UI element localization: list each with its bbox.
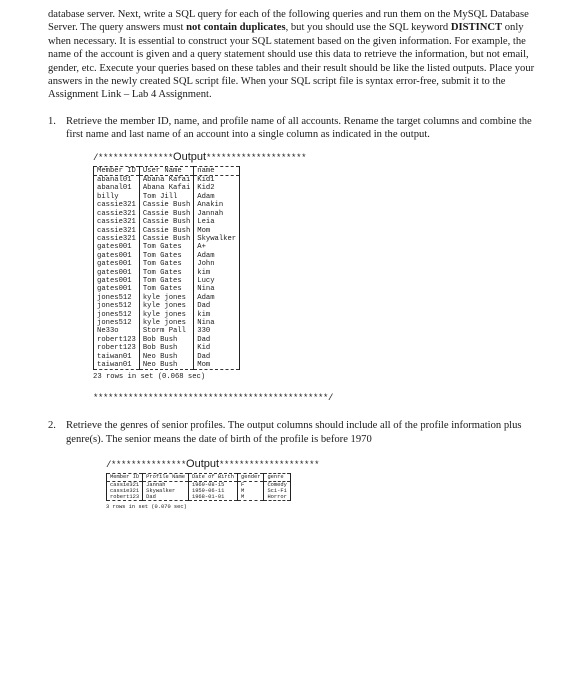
- table-row: [94, 210, 240, 218]
- table-cell: M: [238, 494, 264, 501]
- intro-text-2: , but you should use the SQL keyword: [285, 22, 451, 34]
- table-cell: Adam: [194, 193, 240, 201]
- table-cell: kim: [194, 311, 240, 319]
- table-cell: Dad: [143, 494, 189, 501]
- table-cell: 330: [194, 327, 240, 335]
- table-cell: cassie321: [94, 218, 140, 226]
- output-end-banner-1: ***********************************************/: [93, 393, 334, 404]
- output-banner-1: [93, 151, 538, 163]
- table-row: [94, 176, 240, 185]
- table-cell: Kid2: [194, 184, 240, 192]
- table-cell: Bob Bush: [139, 344, 193, 352]
- table-cell: Cassie Bush: [139, 235, 193, 243]
- result-table-1: [93, 166, 240, 371]
- table-cell: taiwan01: [94, 353, 140, 361]
- column-header: Member ID: [107, 474, 143, 481]
- table-cell: Ne33o: [94, 327, 140, 335]
- question-1: [48, 115, 538, 142]
- output-block-2: [106, 458, 538, 510]
- table-row: [94, 193, 240, 201]
- result-table-2: [106, 473, 291, 501]
- table-row: [94, 227, 240, 235]
- table-cell: Cassie Bush: [139, 218, 193, 226]
- banner-word: Output: [173, 150, 207, 163]
- table-cell: Cassie Bush: [139, 210, 193, 218]
- table-cell: taiwan01: [94, 361, 140, 370]
- intro-bold-1: not contain duplicates: [186, 22, 286, 34]
- table-cell: Comedy: [264, 481, 290, 488]
- table-cell: Nina: [194, 285, 240, 293]
- table-row: [94, 243, 240, 251]
- output-banner-2: [106, 458, 538, 470]
- table-cell: Kid1: [194, 176, 240, 185]
- table-header: [107, 474, 291, 481]
- table-row: [94, 327, 240, 335]
- column-header: Member ID: [94, 166, 140, 175]
- table-row: [107, 481, 291, 488]
- table-cell: abanal01: [94, 176, 140, 185]
- table-cell: Skywalker: [194, 235, 240, 243]
- question-1-number: 1.: [48, 115, 56, 127]
- table-cell: gates001: [94, 260, 140, 268]
- table-cell: Tom Gates: [139, 252, 193, 260]
- table-row: [94, 361, 240, 370]
- table-cell: kyle jones: [139, 294, 193, 302]
- table-row: [94, 294, 240, 302]
- table-cell: Skywalker: [143, 488, 189, 494]
- table-cell: Adam: [194, 252, 240, 260]
- question-2-number: 2.: [48, 420, 56, 432]
- table-cell: Tom Gates: [139, 277, 193, 285]
- question-2: [48, 419, 538, 446]
- table-cell: F: [238, 481, 264, 488]
- table-row: [94, 184, 240, 192]
- table-cell: Mom: [194, 227, 240, 235]
- document-page: [48, 8, 538, 510]
- question-2-text: Retrieve the genres of senior profiles. The output columns should include all of the profile information plus genre(s). The senior means the date of birth of the profile is before 1970: [66, 420, 522, 445]
- table-cell: cassie321: [94, 235, 140, 243]
- table-cell: Dad: [194, 336, 240, 344]
- table-cell: cassie321: [107, 488, 143, 494]
- table-cell: jones512: [94, 311, 140, 319]
- table-cell: jones512: [94, 302, 140, 310]
- table-cell: M: [238, 488, 264, 494]
- table-cell: Tom Gates: [139, 260, 193, 268]
- table-cell: 1968-01-01: [188, 494, 237, 501]
- column-header: name: [194, 166, 240, 175]
- table-cell: robert123: [94, 344, 140, 352]
- table-cell: Jannah: [194, 210, 240, 218]
- table-cell: Leia: [194, 218, 240, 226]
- rows-in-set-2: 3 rows in set (0.070 sec): [106, 504, 187, 511]
- table-row: [94, 319, 240, 327]
- table-cell: billy: [94, 193, 140, 201]
- table-cell: Tom Gates: [139, 243, 193, 251]
- table-row: [94, 344, 240, 352]
- table-cell: Neo Bush: [139, 353, 193, 361]
- banner-right: ********************: [219, 460, 320, 471]
- intro-bold-2: DISTINCT: [450, 22, 503, 34]
- table-header: [94, 166, 240, 175]
- table-row: [94, 269, 240, 277]
- table-cell: Lucy: [194, 277, 240, 285]
- table-row: [107, 494, 291, 501]
- table-cell: Tom Gates: [139, 269, 193, 277]
- table-cell: 1969-08-15: [188, 481, 237, 488]
- table-row: [94, 252, 240, 260]
- table-cell: Dad: [194, 302, 240, 310]
- table-cell: Tom Gates: [139, 285, 193, 293]
- banner-left: /***************: [93, 152, 174, 163]
- table-cell: jones512: [94, 319, 140, 327]
- intro-text-1: database server. Next, write a SQL query for each of the following queries and run them on the MySQL Database Server. The query answers must: [48, 9, 529, 34]
- intro-text-3: only when necessary. It is essential to construct your SQL statement based on the given information. For example, the name of the account is given and a query statement should use this data to retrieve the information, but not email, gender, etc. Execute your queries based on these tables and their result should be like the listed outputs. Place your answers in the newly created SQL script file. When your SQL script file is syntax error-free, submit it to the Assignment Link – Lab 4 Assignment.: [48, 22, 535, 101]
- table-row: [94, 336, 240, 344]
- table-cell: kim: [194, 269, 240, 277]
- table-cell: kyle jones: [139, 311, 193, 319]
- table-cell: jones512: [94, 294, 140, 302]
- table-cell: Adam: [194, 294, 240, 302]
- table-cell: robert123: [107, 494, 143, 501]
- table-cell: Jannah: [143, 481, 189, 488]
- table-row: [94, 201, 240, 209]
- table-cell: Neo Bush: [139, 361, 193, 370]
- table-row: [94, 235, 240, 243]
- table-cell: cassie321: [107, 481, 143, 488]
- intro-paragraph: [48, 8, 538, 102]
- table-cell: Sci-Fi: [264, 488, 290, 494]
- table-cell: robert123: [94, 336, 140, 344]
- table-cell: Abana Kafai: [139, 176, 193, 185]
- table-cell: gates001: [94, 243, 140, 251]
- table-cell: Cassie Bush: [139, 227, 193, 235]
- table-cell: 1959-06-11: [188, 488, 237, 494]
- table-cell: Mom: [194, 361, 240, 370]
- table-cell: cassie321: [94, 227, 140, 235]
- banner-right: ********************: [206, 152, 307, 163]
- column-header: Profile Name: [143, 474, 189, 481]
- table-cell: gates001: [94, 252, 140, 260]
- table-row: [94, 277, 240, 285]
- column-header: Date of Birth: [188, 474, 237, 481]
- table-cell: Anakin: [194, 201, 240, 209]
- column-header: genre: [264, 474, 290, 481]
- table-row: [94, 260, 240, 268]
- table-cell: Kid: [194, 344, 240, 352]
- table-cell: Bob Bush: [139, 336, 193, 344]
- table-row: [94, 302, 240, 310]
- table-cell: Horror: [264, 494, 290, 501]
- table-cell: A+: [194, 243, 240, 251]
- table-cell: gates001: [94, 285, 140, 293]
- table-cell: Abana Kafai: [139, 184, 193, 192]
- table-cell: kyle jones: [139, 319, 193, 327]
- output-block-1: [93, 151, 538, 404]
- table-cell: John: [194, 260, 240, 268]
- table-cell: abanal01: [94, 184, 140, 192]
- table-cell: kyle jones: [139, 302, 193, 310]
- banner-left: /***************: [106, 460, 187, 471]
- table-cell: Nina: [194, 319, 240, 327]
- banner-word: Output: [186, 458, 220, 471]
- table-row: [94, 353, 240, 361]
- table-cell: Dad: [194, 353, 240, 361]
- table-cell: gates001: [94, 277, 140, 285]
- table-cell: cassie321: [94, 201, 140, 209]
- table-row: [94, 311, 240, 319]
- table-cell: Storm Pall: [139, 327, 193, 335]
- rows-in-set-1: 23 rows in set (0.068 sec): [93, 373, 206, 382]
- question-1-text: Retrieve the member ID, name, and profile name of all accounts. Rename the target columns and combine the first name and last name of an account into a single column as indicated in the output.: [66, 115, 532, 141]
- table-cell: Tom Jill: [139, 193, 193, 201]
- column-header: User Name: [139, 166, 193, 175]
- column-header: gender: [238, 474, 264, 481]
- table-row: [94, 218, 240, 226]
- table-cell: Cassie Bush: [139, 201, 193, 209]
- table-row: [94, 285, 240, 293]
- table-cell: cassie321: [94, 210, 140, 218]
- table-cell: gates001: [94, 269, 140, 277]
